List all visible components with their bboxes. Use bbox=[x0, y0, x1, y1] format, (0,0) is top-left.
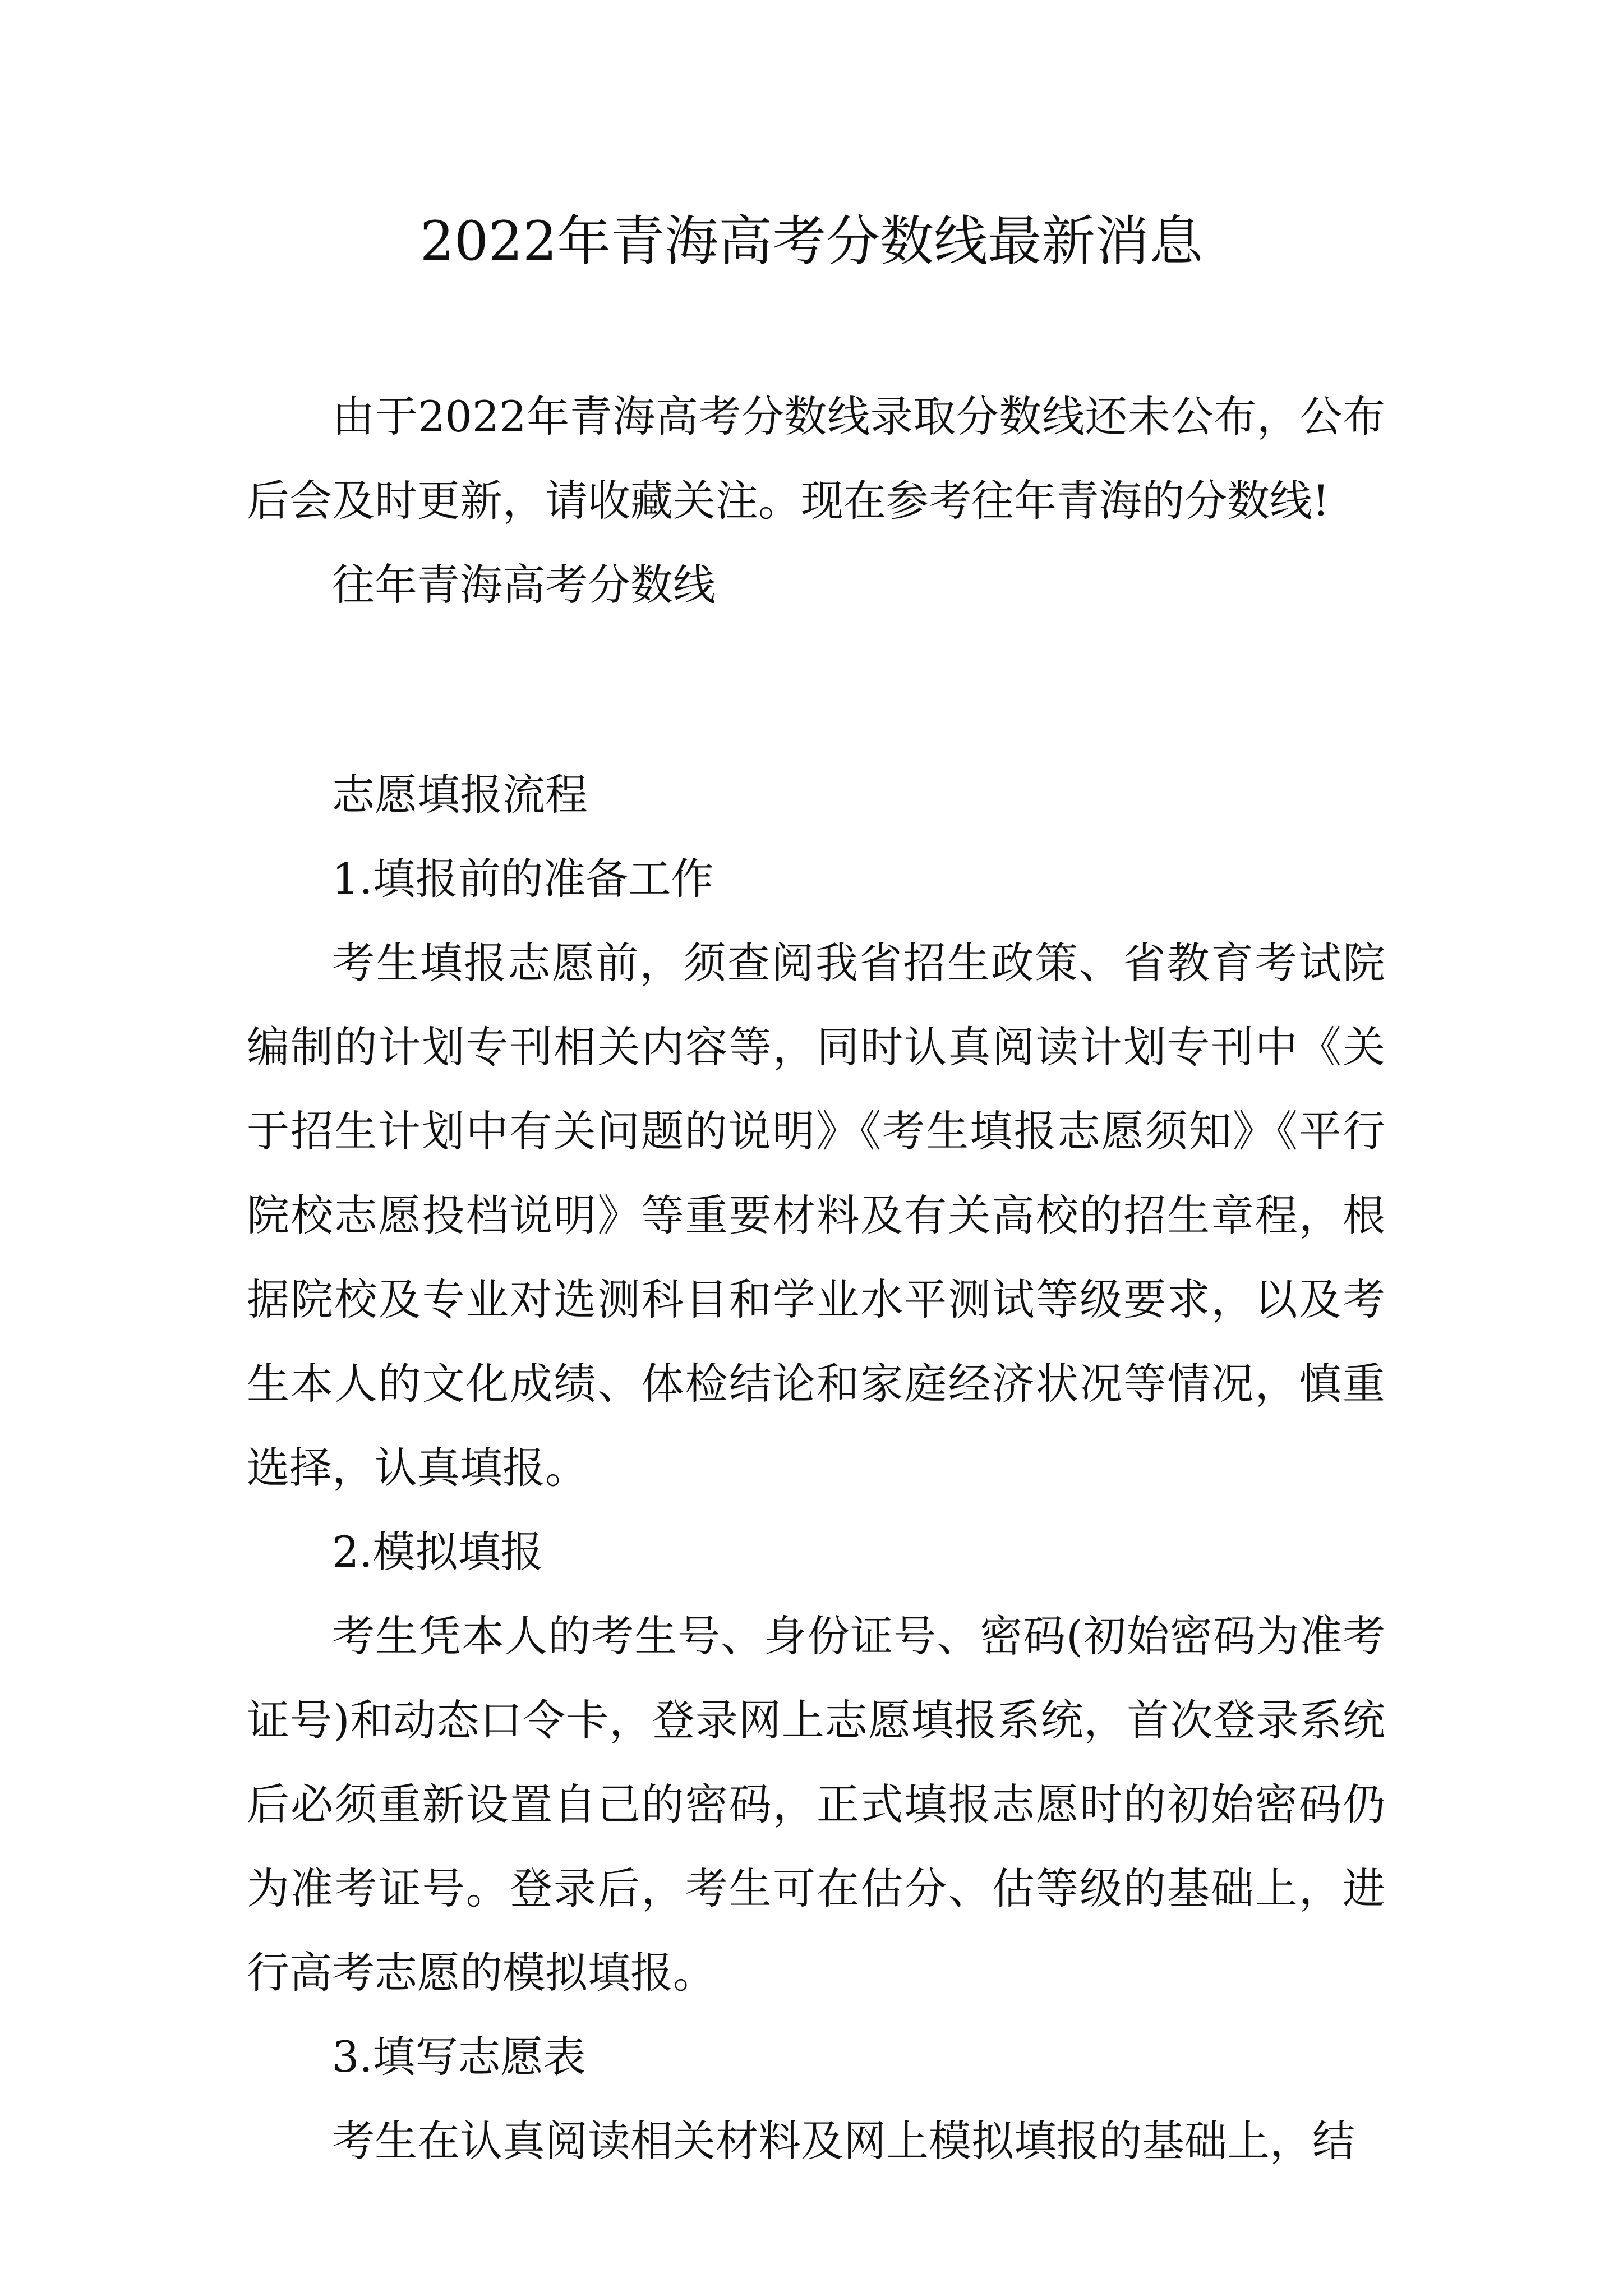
section-paragraph: 考生凭本人的考生号、身份证号、密码(初始密码为准考证号)和动态口令卡，登录网上志愿填报系统，首次登录系统后必须重新设置自己的密码，正式填报志愿时的初始密码仍为准考证号。登录后，考生可在估分、估等级的基础上，进行高考志愿的模拟填报。 bbox=[247, 1611, 1385, 1998]
past-scores-heading: 往年青海高考分数线 bbox=[332, 560, 716, 610]
process-heading: 志愿填报流程 bbox=[332, 770, 588, 820]
section-paragraph: 考生填报志愿前，须查阅我省招生政策、省教育考试院编制的计划专刊相关内容等，同时认真阅读计划专刊中《关于招生计划中有关问题的说明》《考生填报志愿须知》《平行院校志愿投档说明》等重要材料及有关高校的招生章程，根据院校及专业对选测科目和学业水平测试等级要求，以及考生本人的文化成绩、体检结论和家庭经济状况等情况，慎重选择，认真填报。 bbox=[247, 938, 1385, 1493]
section-heading: 2.模拟填报 bbox=[332, 1527, 543, 1577]
process-block bbox=[247, 753, 1385, 2183]
section-heading: 3.填写志愿表 bbox=[332, 2032, 586, 2082]
section-paragraph: 考生在认真阅读相关材料及网上模拟填报的基础上，结 bbox=[332, 2116, 1355, 2166]
document-title: 2022年青海高考分数线最新消息 bbox=[419, 210, 1204, 273]
intro-paragraph: 由于2022年青海高考分数线录取分数线还未公布，公布后会及时更新，请收藏关注。现在参考往年青海的分数线! bbox=[247, 392, 1385, 526]
intro-block bbox=[247, 375, 1385, 627]
section-heading: 1.填报前的准备工作 bbox=[332, 854, 714, 904]
